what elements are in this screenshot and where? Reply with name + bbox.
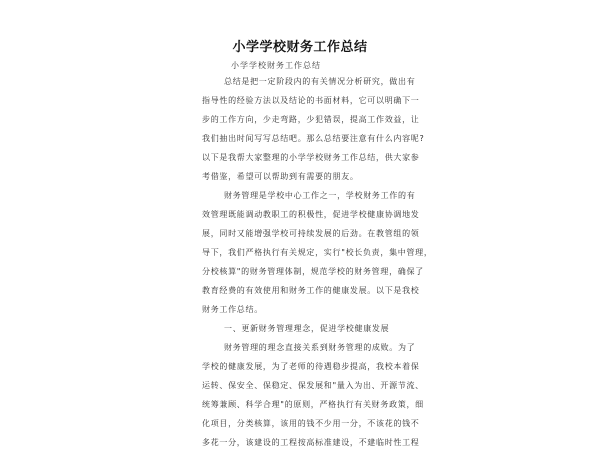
document-subtitle: 小学学校财务工作总结 [231, 61, 321, 70]
body-line: 财务管理是学校中心工作之一，学校财务工作的有 [224, 191, 416, 200]
body-line: 财务管理的理念直接关系到财务管理的成败。为了 [224, 343, 416, 352]
body-line: 运转、保安全、保稳定、保发展和"量入为出、开源节流、 [202, 381, 424, 390]
body-line: 统筹兼顾、科学合理"的原则，严格执行有关财务政策，细 [202, 400, 424, 409]
body-line: 我们抽出时间写写总结吧。那么总结要注意有什么内容呢? [202, 134, 425, 143]
body-line: 学校的健康发展，为了老师的待遇稳步提高，我校本着保 [202, 362, 420, 371]
body-line: 分校核算"的财务管理体制，规范学校的财务管理，确保了 [202, 267, 424, 276]
document-body [202, 72, 433, 452]
body-line: 以下是我帮大家整理的小学学校财务工作总结，供大家参 [202, 153, 420, 162]
body-line: 一、更新财务管理理念，促进学校健康发展 [224, 324, 390, 333]
body-line: 效管理既能调动教职工的积极性，促进学校健康协调地发 [202, 210, 420, 219]
body-line: 步的工作方向，少走弯路，少犯错误，提高工作效益，让 [202, 115, 420, 124]
body-line: 导下，我们严格执行有关规定，实行"校长负责，集中管理， [202, 248, 433, 257]
body-line: 指导性的经验方法以及结论的书面材料，它可以明确下一 [202, 96, 420, 105]
document-title: 小学学校财务工作总结 [232, 40, 368, 55]
body-line: 财务工作总结。 [202, 305, 263, 314]
body-line: 总结是把一定阶段内的有关情况分析研究，做出有 [224, 77, 416, 86]
body-line: 考借鉴，希望可以帮助到有需要的朋友。 [202, 172, 359, 181]
body-line: 教育经费的有效使用和财务工作的健康发展。以下是我校 [202, 286, 420, 295]
body-line: 化项目，分类核算，该用的钱不少用一分，不该花的钱不 [202, 419, 420, 428]
body-line: 展，同时又能增强学校可持续发展的后劲。在教管组的领 [202, 229, 420, 238]
body-line: 多花一分，该建设的工程按高标准建设，不建临时性工程 [202, 438, 420, 447]
